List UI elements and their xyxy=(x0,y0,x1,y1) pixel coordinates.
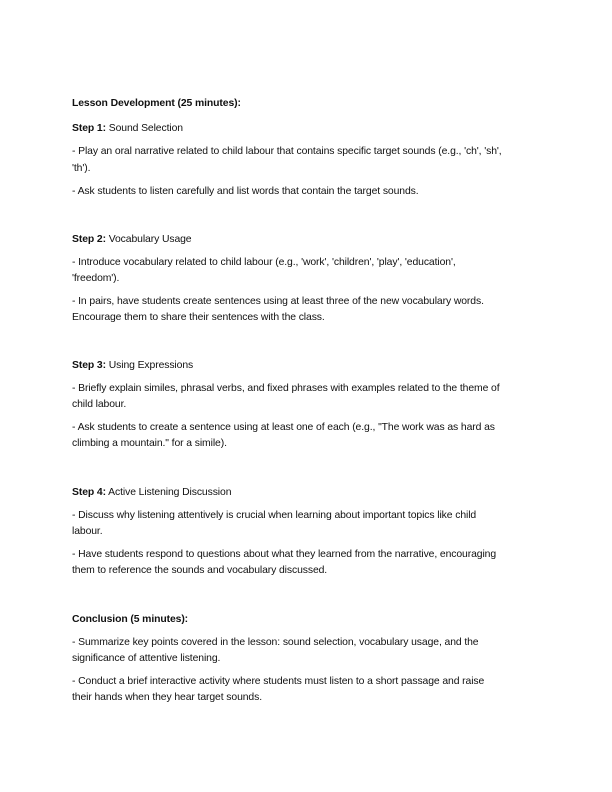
bullet-line: - Ask students to listen carefully and list words that contain the target sounds. xyxy=(72,186,419,197)
bullet-line: significance of attentive listening. xyxy=(72,653,221,664)
step-3-heading xyxy=(72,359,193,372)
bullet-line: - In pairs, have students create sentences using at least three of the new vocabulary words. xyxy=(72,296,484,307)
bullet-line: 'th'). xyxy=(72,163,91,174)
step-label: Step 4: xyxy=(72,487,106,498)
step-title: Active Listening Discussion xyxy=(108,487,232,498)
step-label: Step 1: xyxy=(72,123,106,134)
bullet-line: - Play an oral narrative related to child labour that contains specific target sounds (e.g., 'ch', 'sh', xyxy=(72,146,502,157)
step-title: Sound Selection xyxy=(108,123,183,134)
bullet-line: - Conduct a brief interactive activity where students must listen to a short passage and raise xyxy=(72,676,485,687)
bullet-line: their hands when they hear target sounds. xyxy=(72,692,262,703)
step-label: Step 3: xyxy=(72,360,106,371)
bullet-line: climbing a mountain." for a simile). xyxy=(72,438,227,449)
step-2-heading xyxy=(72,233,191,246)
step-title: Vocabulary Usage xyxy=(108,234,192,245)
bullet-line: Encourage them to share their sentences with the class. xyxy=(72,312,325,323)
section-heading: Lesson Development (25 minutes): xyxy=(72,98,241,109)
bullet-line: - Have students respond to questions about what they learned from the narrative, encouraging xyxy=(72,549,497,560)
bullet-line: - Ask students to create a sentence using at least one of each (e.g., "The work was as hard as xyxy=(72,422,495,433)
conclusion-heading: Conclusion (5 minutes): xyxy=(72,614,189,625)
bullet-line: labour. xyxy=(72,526,103,537)
bullet-line: them to reference the sounds and vocabulary discussed. xyxy=(72,565,328,576)
bullet-line: - Discuss why listening attentively is crucial when learning about important topics like child xyxy=(72,510,477,521)
bullet-line: child labour. xyxy=(72,399,127,410)
step-label: Step 2: xyxy=(72,234,106,245)
bullet-line: - Introduce vocabulary related to child labour (e.g., 'work', 'children', 'play', 'education', xyxy=(72,257,456,268)
bullet-line: - Summarize key points covered in the lesson: sound selection, vocabulary usage, and the xyxy=(72,637,479,648)
step-title: Using Expressions xyxy=(108,360,194,371)
step-4-heading xyxy=(72,486,231,499)
bullet-line: 'freedom'). xyxy=(72,273,120,284)
step-1-heading xyxy=(72,122,183,135)
bullet-line: - Briefly explain similes, phrasal verbs, and fixed phrases with examples related to the theme of xyxy=(72,383,500,394)
